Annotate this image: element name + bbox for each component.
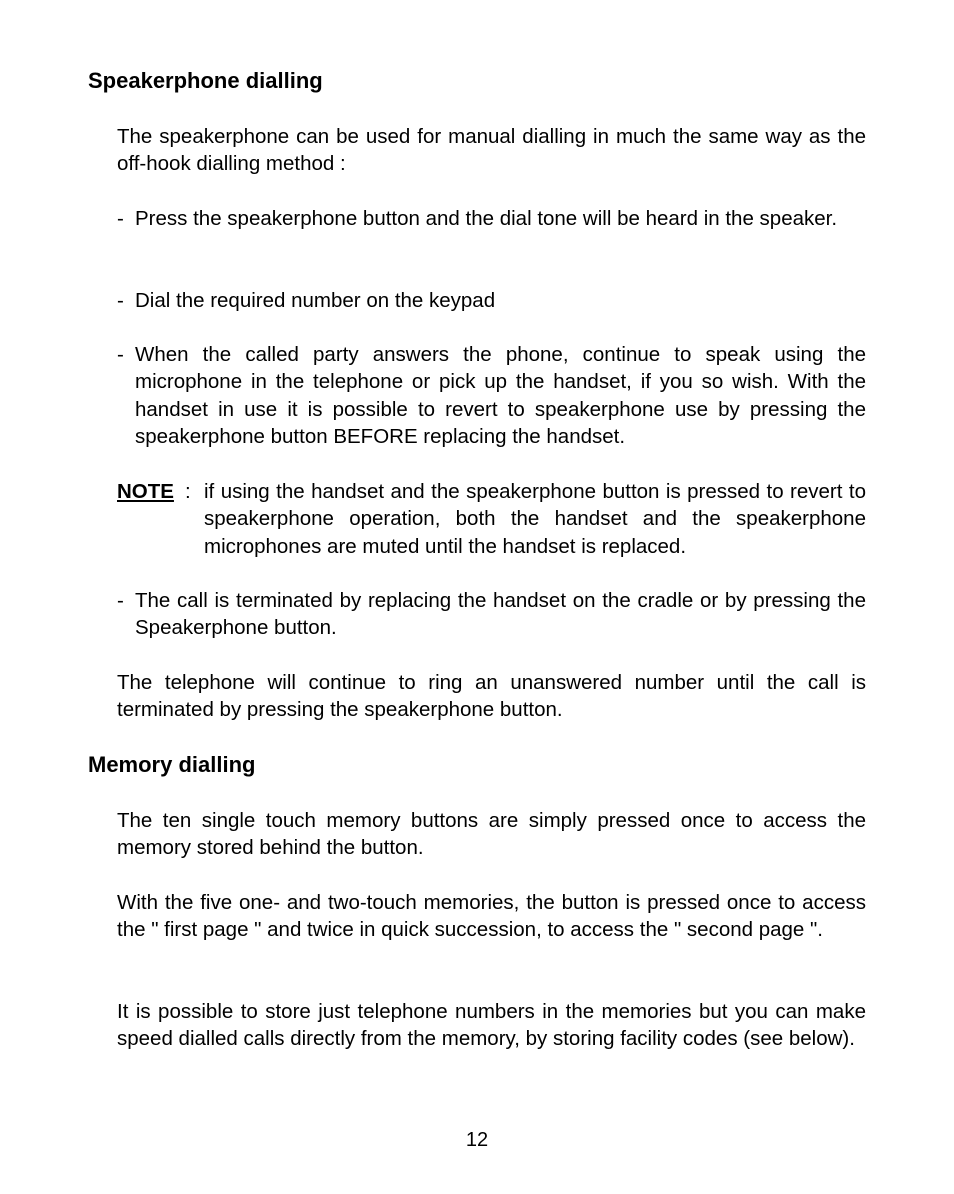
list-item-text: When the called party answers the phone, continue to speak using the microphone in the telephone or pick up the handset, if you so wish. With the handset in use it is possible to revert to speakerphone use by pressing the speakerphone button BEFORE replacing the handset.: [135, 343, 866, 448]
memory-paragraph: It is possible to store just telephone numbers in the memories but you can make speed dialled calls directly from the memory, by storing facility codes (see below).: [117, 1000, 866, 1051]
page-number: 12: [465, 1129, 489, 1151]
bullet-dash: -: [117, 289, 124, 312]
list-item: [117, 587, 866, 642]
note-text: if using the handset and the speakerphone button is pressed to revert to speakerphone operation, both the handset and the speakerphone microphones are muted until the handset is replaced.: [204, 480, 866, 558]
bullet-dash: -: [117, 343, 124, 366]
memory-paragraph: The ten single touch memory buttons are simply pressed once to access the memory stored behind the button.: [117, 809, 866, 860]
bullet-dash: -: [117, 589, 124, 612]
closing-paragraph: The telephone will continue to ring an unanswered number until the call is terminated by pressing the speakerphone button.: [117, 671, 866, 722]
intro-paragraph: The speakerphone can be used for manual dialling in much the same way as the off-hook dialling method :: [117, 125, 866, 176]
list-item: [117, 341, 866, 450]
note-colon: :: [185, 480, 191, 503]
note-label: NOTE: [117, 480, 174, 503]
note-block: [117, 478, 866, 560]
section-heading-memory-dialling: Memory dialling: [88, 752, 256, 777]
list-item: [117, 287, 866, 314]
bullet-dash: -: [117, 207, 124, 230]
section-heading-speakerphone-dialling: Speakerphone dialling: [88, 68, 323, 93]
memory-paragraph: With the five one- and two-touch memories, the button is pressed once to access the " first page " and twice in quick succession, to access the " second page ".: [117, 891, 866, 942]
list-item-text: Dial the required number on the keypad: [135, 289, 496, 312]
list-item-text: The call is terminated by replacing the handset on the cradle or by pressing the Speakerphone button.: [135, 589, 866, 640]
list-item: [117, 205, 866, 232]
list-item-text: Press the speakerphone button and the dial tone will be heard in the speaker.: [135, 207, 838, 230]
